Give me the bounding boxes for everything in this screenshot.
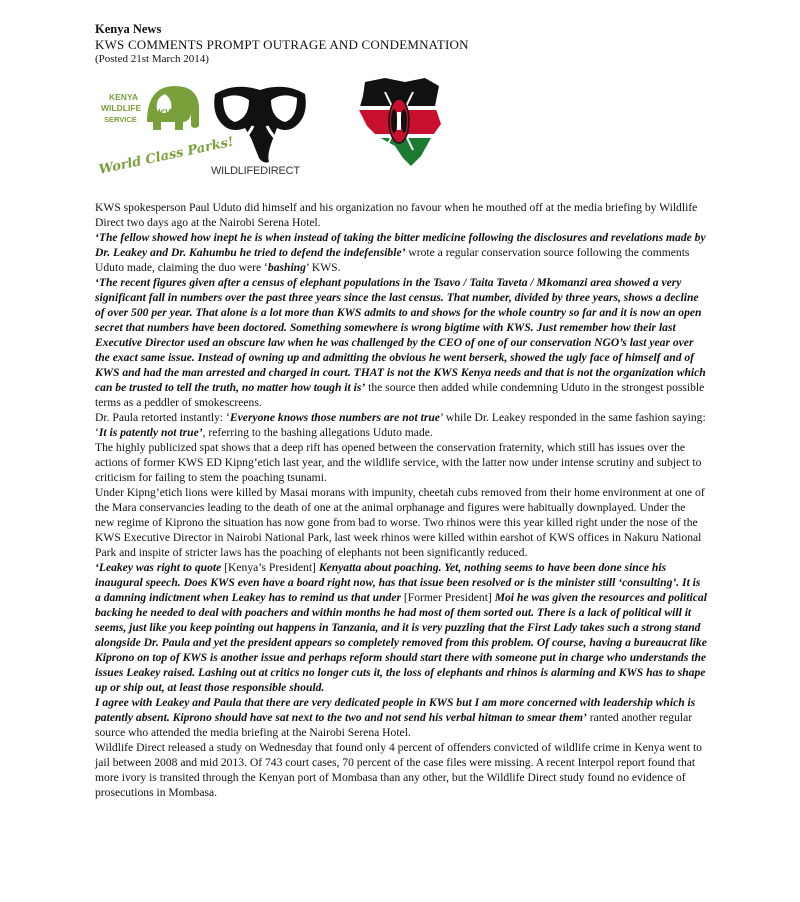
logo-row: [95, 76, 445, 176]
paragraph: ‘Leakey was right to quote [Kenya’s President] Kenyatta about poaching. Yet, nothing seems to have been done since his inaugural speech. Does KWS even have a board right now, has that issue been resolved or is the minister still ‘consulting’. It is a damning indictment when Leakey has to remind us that under [Former President] Moi he was given the resources and political backing he needed to deal with poachers and within months he had most of them sorted out. There is a lack of political will it seems, just like you keep pointing out happens in Tanzania, and it is very puzzling that the First Lady takes such a strong stand alongside Dr. Paula and yet the president appears so completely removed from this problem. Of course, having a bureaucrat like Kiprono on top of KWS is another issue and perhaps reform should start there with someone put in charge who understands the issues Leakey raised. Lashing out at critics no longer cuts it, the loss of elephants and rhinos is alarming and KWS has to shape up or ship out, at least those responsible should.: [95, 561, 707, 694]
quote: Kenyatta about poaching. Yet, nothing seems to have been done since his inaugural speech. Does KWS even have a board right now, has that issue been resolved or is the minister still ‘consulting’. It is a damning indictment when Leakey has to remind us that under: [95, 561, 701, 604]
kws-line2: WILDLIFE: [101, 103, 142, 113]
quote: ‘The recent figures given after a census of elephant populations in the Tsavo / Taita Taveta / Mkomanzi area showed a very significant fall in numbers over the past three years since the last census. That number, divided by three years, shows a decline of over 500 per year. That alone is a lot more than KWS admits to and shows for the whole country so far and it is now an open secret that numbers have been doctored. Something somewhere is wrong bigtime with KWS. Just remember how their last Executive Director used an obscure law when he was challenged by the CEO of one of our conservation NGO’s last year over the exact same issue. Instead of owning up and admitting the obvious he went berserk, showed the ugly face of himself and of KWS and had the man arrested and charged in court. THAT is not the KWS Kenya needs and that is not the organization which can be trusted to tell the truth, no matter how tough it is’: [95, 276, 706, 394]
article-body: [95, 200, 707, 800]
paragraph: The highly publicized spat shows that a deep rift has opened between the conservation fraternity, which still has issues over the actions of former KWS ED Kipng’etich last year, and the wildlife service, with the latter now under intense scrutiny and subject to criticism for failing to stem the poaching tsunami.: [95, 441, 702, 484]
kws-elephant-icon: [147, 86, 199, 130]
kws-logo: [95, 76, 235, 178]
quote: Everyone knows those numbers are not true: [229, 411, 440, 424]
paragraph: ‘The recent figures given after a census of elephant populations in the Tsavo / Taita Taveta / Mkomanzi area showed a very significant fall in numbers over the past three years since the last census. That number, divided by three years, shows a decline of over 500 per year. That alone is a lot more than KWS admits to and shows for the whole country so far and it is now an open secret that numbers have been doctored. Something somewhere is wrong bigtime with KWS. Just remember how their last Executive Director used an obscure law when he was challenged by the CEO of one of our conservation NGO’s last year over the exact same issue. Instead of owning up and admitting the obvious he went berserk, showed the ugly face of himself and of KWS and had the man arrested and charged in court. THAT is not the KWS Kenya needs and that is not the organization which can be trusted to tell the truth, no matter how tough it is’ the source then added while condemning Uduto in the strongest possible terms as a peddler of smokescreens.: [95, 276, 706, 409]
article-header: [95, 22, 469, 66]
section-title: Kenya News: [95, 22, 162, 36]
quote: I agree with Leakey and Paula that there are very dedicated people in KWS but I am more concerned with leadership which is patently absent. Kiprono should have sat next to the two and not send his verbal hitman to smear them’: [95, 696, 696, 724]
posted-date: (Posted 21st March 2014): [95, 53, 209, 65]
kws-line1: KENYA: [109, 92, 138, 102]
quote: It is patently not true’: [98, 426, 203, 439]
quote: Moi he was given the resources and political backing he needed to deal with poachers and within months he had most of them sorted out. There is a lack of political will it seems, just like you keep pointing out happens in Tanzania, and it is very puzzling that the First Lady takes such a strong stand alongside Dr. Paula and yet the president appears so completely removed from this problem. Of course, having a bureaucrat like Kiprono on top of KWS is another issue and perhaps reform should start there with someone put in charge who understands the issues Leakey raised. Lashing out at critics no longer cuts it, the loss of elephants and rhinos is alarming and KWS has to shape up or ship out, at least those responsible should.: [95, 591, 707, 694]
kws-line3: SERVICE: [104, 115, 137, 124]
paragraph: Wildlife Direct released a study on Wednesday that found only 4 percent of offenders convicted of wildlife crime in Kenya went to jail between 2008 and mid 2013. Of 743 court cases, 70 percent of the case files were missing. A recent Interpol report found that more ivory is transited through the Kenyan port of Mombasa than any other, but the Wildlife Direct study found no evidence of prosecutions in Mombasa.: [95, 741, 702, 799]
kws-monogram: KWS: [158, 108, 182, 119]
shield-icon: [385, 92, 413, 150]
headline: KWS COMMENTS PROMPT OUTRAGE AND CONDEMNATION: [95, 37, 469, 52]
elephant-head-icon: [214, 87, 306, 163]
kenya-flag-map-icon: [355, 76, 445, 168]
paragraph: I agree with Leakey and Paula that there are very dedicated people in KWS but I am more concerned with leadership which is patently absent. Kiprono should have sat next to the two and not send his verbal hitman to smear them’ ranted another regular source who attended the media briefing at the Nairobi Serena Hotel.: [95, 696, 696, 739]
kws-tagline: World Class Parks!: [97, 134, 235, 178]
wildlife-direct-logo: [205, 82, 315, 177]
quote: bashing: [267, 261, 306, 274]
paragraph: KWS spokesperson Paul Uduto did himself and his organization no favour when he mouthed off at the media briefing by Wildlife Direct two days ago at the Nairobi Serena Hotel.: [95, 201, 698, 229]
quote: ‘Leakey was right to quote: [95, 561, 222, 574]
paragraph: Dr. Paula retorted instantly: ‘Everyone knows those numbers are not true’ while Dr. Leakey responded in the same fashion saying: ‘It is patently not true’, referring to the bashing allegations Uduto made.: [95, 411, 706, 439]
wildlife-direct-wordmark: WILDLIFEDIRECT: [211, 165, 300, 177]
paragraph: ‘The fellow showed how inept he is when instead of taking the bitter medicine following the disclosures and revelations made by Dr. Leakey and Dr. Kahumbu he tried to defend the indefensible’ wrote a regular conservation source following the comments Uduto made, claiming the duo were ‘bashing’ KWS.: [95, 231, 706, 274]
quote: ‘The fellow showed how inept he is when instead of taking the bitter medicine following the disclosures and revelations made by Dr. Leakey and Dr. Kahumbu he tried to defend the indefensible’: [95, 231, 706, 259]
paragraph: Under Kipng’etich lions were killed by Masai morans with impunity, cheetah cubs removed from their home environment at one of the Mara conservancies leading to the death of one at the animal orphanage and figures were habitually downplayed. Under the new regime of Kiprono the situation has now gone from bad to worse. Two rhinos were this year killed right under the nose of the KWS Executive Director in Nairobi National Park, last week rhinos were killed within earshot of KWS offices in Nakuru National Park and inspite of stricter laws has the poaching of elephants not been significantly reduced.: [95, 486, 705, 559]
